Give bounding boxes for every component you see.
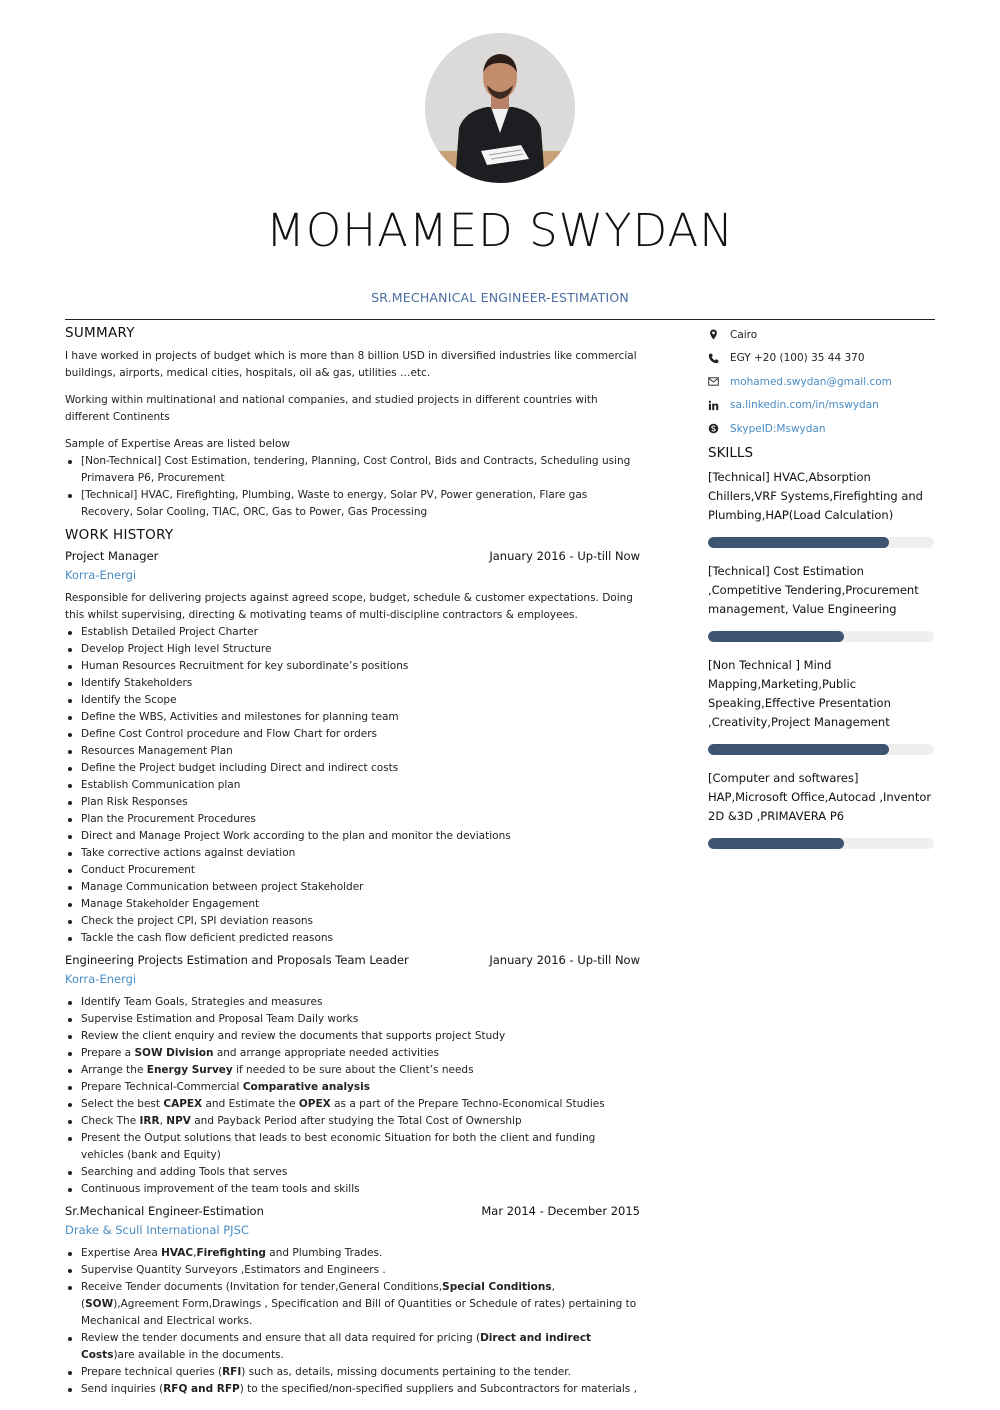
profile-photo [425,33,575,183]
list-item: Establish Detailed Project Charter [81,624,640,641]
list-item: [Technical] HVAC, Firefighting, Plumbing, Waste to energy, Solar PV, Power generation, Flare gas Recovery, Solar Cooling, TIAC, ORC, Gas to Power, Gas Processing [81,487,640,521]
list-item: Prepare Technical-Commercial Comparative analysis [81,1079,640,1096]
list-item: Supervise Estimation and Proposal Team Daily works [81,1011,640,1028]
skill-level-bar [708,838,934,849]
job-duties-list [81,994,640,1198]
job-company: Korra-Energi [65,972,137,986]
job-entry [65,951,640,1198]
skype-icon [708,423,730,434]
list-item: Select the best CAPEX and Estimate the OPEX as a part of the Prepare Techno-Economical Studies [81,1096,640,1113]
list-item: Identify Team Goals, Strategies and measures [81,994,640,1011]
job-dates: January 2016 - Up-till Now [489,953,640,967]
contact-linkedin[interactable] [708,394,936,418]
skill-item [708,468,936,548]
candidate-title: SR.MECHANICAL ENGINEER-ESTIMATION [371,290,629,305]
expertise-list [81,453,640,521]
list-item: [Non-Technical] Cost Estimation, tendering, Planning, Cost Control, Bids and Contracts, Scheduling using Primavera P6, Procurement [81,453,640,487]
skill-level-bar [708,631,934,642]
list-item: Check The IRR, NPV and Payback Period after studying the Total Cost of Ownership [81,1113,640,1130]
list-item: Send inquiries (RFQ and RFP) to the specified/non-specified suppliers and Subcontractors for materials , [81,1381,640,1398]
list-item: Supervise Quantity Surveyors ,Estimators and Engineers . [81,1262,640,1279]
list-item: Take corrective actions against deviation [81,845,640,862]
list-item: Check the project CPI, SPI deviation reasons [81,913,640,930]
skill-level-bar [708,744,934,755]
skill-label: [Computer and softwares] HAP,Microsoft Office,Autocad ,Inventor 2D &3D ,PRIMAVERA P6 [708,770,932,823]
list-item: Direct and Manage Project Work according to the plan and monitor the deviations [81,828,640,845]
list-item: Continuous improvement of the team tools and skills [81,1181,640,1198]
list-item: Searching and adding Tools that serves [81,1164,640,1181]
phone-icon [708,353,730,364]
job-duties-list [81,1245,640,1398]
list-item: Human Resources Recruitment for key subordinate’s positions [81,658,640,675]
summary-paragraph-1: I have worked in projects of budget which is more than 8 billion USD in diversified industries like commercial buildings, airports, medical cities, hospitals, oil a& gas, utilities …etc. [65,350,637,379]
job-duties-list [81,624,640,947]
profile-photo-illustration [425,33,575,183]
summary-heading: SUMMARY [65,325,135,341]
job-description: Responsible for delivering projects against agreed scope, budget, schedule & customer expectations. Doing this whilst supervising, directing & motivating teams of multi-discipline contractors & employees. [65,592,633,621]
list-item: Identify Stakeholders [81,675,640,692]
list-item: Tackle the cash flow deficient predicted reasons [81,930,640,947]
job-dates: January 2016 - Up-till Now [489,549,640,563]
contact-email[interactable] [708,370,936,394]
list-item: Identify the Scope [81,692,640,709]
skill-label: [Technical] Cost Estimation ,Competitive Tendering,Procurement management, Value Engineering [708,563,919,616]
skype-link[interactable]: SkypeID:Mswydan [730,422,826,435]
list-item: Prepare a SOW Division and arrange appropriate needed activities [81,1045,640,1062]
map-pin-icon [708,329,730,340]
list-item: Resources Management Plan [81,743,640,760]
skill-label: [Technical] HVAC,Absorption Chillers,VRF Systems,Firefighting and Plumbing,HAP(Load Calculation) [708,469,923,522]
skill-item [708,562,936,642]
summary-paragraph-3: Sample of Expertise Areas are listed below [65,438,290,450]
skills-heading: SKILLS [708,444,754,461]
list-item: Arrange the Energy Survey if needed to be sure about the Client’s needs [81,1062,640,1079]
contact-phone-number: EGY +20 (100) 35 44 370 [730,352,865,365]
linkedin-icon [708,400,730,411]
job-company: Drake & Scull International PJSC [65,1223,249,1237]
job-dates: Mar 2014 - December 2015 [481,1204,640,1218]
contact-location [708,323,936,347]
list-item: Receive Tender documents (Invitation for tender,General Conditions,Special Conditions,(SOW),Agreement Form,Drawings , Specification and Bill of Quantities or Schedule of rates) pertaining to Mechanical and Electrical works. [81,1279,640,1330]
candidate-name: MOHAMED SWYDAN [266,204,734,257]
list-item: Prepare technical queries (RFI) such as, details, missing documents pertaining to the tender. [81,1364,640,1381]
sidebar-column [708,323,936,863]
list-item: Present the Output solutions that leads to best economic Situation for both the client and funding vehicles (bank and Equity) [81,1130,640,1164]
job-role: Project Manager [65,549,159,563]
list-item: Develop Project High level Structure [81,641,640,658]
job-role: Sr.Mechanical Engineer-Estimation [65,1204,264,1218]
main-column [65,325,640,1402]
skill-level-fill [708,838,844,849]
list-item: Expertise Area HVAC,Firefighting and Plumbing Trades. [81,1245,640,1262]
list-item: Conduct Procurement [81,862,640,879]
skill-level-bar [708,537,934,548]
linkedin-link[interactable]: sa.linkedin.com/in/mswydan [730,399,879,412]
skill-level-fill [708,631,844,642]
work-history-heading: WORK HISTORY [65,527,174,543]
job-role: Engineering Projects Estimation and Proposals Team Leader [65,953,409,967]
list-item: Review the client enquiry and review the documents that supports project Study [81,1028,640,1045]
list-item: Manage Stakeholder Engagement [81,896,640,913]
email-link[interactable]: mohamed.swydan@gmail.com [730,375,892,388]
skill-item [708,656,936,755]
list-item: Manage Communication between project Stakeholder [81,879,640,896]
list-item: Review the tender documents and ensure that all data required for pricing (Direct and indirect Costs)are available in the documents. [81,1330,640,1364]
job-entry [65,547,640,947]
skill-level-fill [708,744,889,755]
skill-level-fill [708,537,889,548]
skill-item [708,769,936,849]
list-item: Define the WBS, Activities and milestones for planning team [81,709,640,726]
list-item: Define Cost Control procedure and Flow Chart for orders [81,726,640,743]
job-entry [65,1202,640,1398]
envelope-icon [708,376,730,387]
list-item: Define the Project budget including Direct and indirect costs [81,760,640,777]
list-item: Establish Communication plan [81,777,640,794]
header-divider [65,319,935,320]
list-item: Plan Risk Responses [81,794,640,811]
contact-phone [708,347,936,371]
list-item: Plan the Procurement Procedures [81,811,640,828]
contact-city: Cairo [730,328,758,341]
contact-skype[interactable] [708,417,936,441]
summary-paragraph-2: Working within multinational and national companies, and studied projects in different countries with different Continents [65,394,598,423]
skill-label: [Non Technical ] Mind Mapping,Marketing,Public Speaking,Effective Presentation ,Creativity,Project Management [708,657,891,729]
job-company: Korra-Energi [65,568,137,582]
